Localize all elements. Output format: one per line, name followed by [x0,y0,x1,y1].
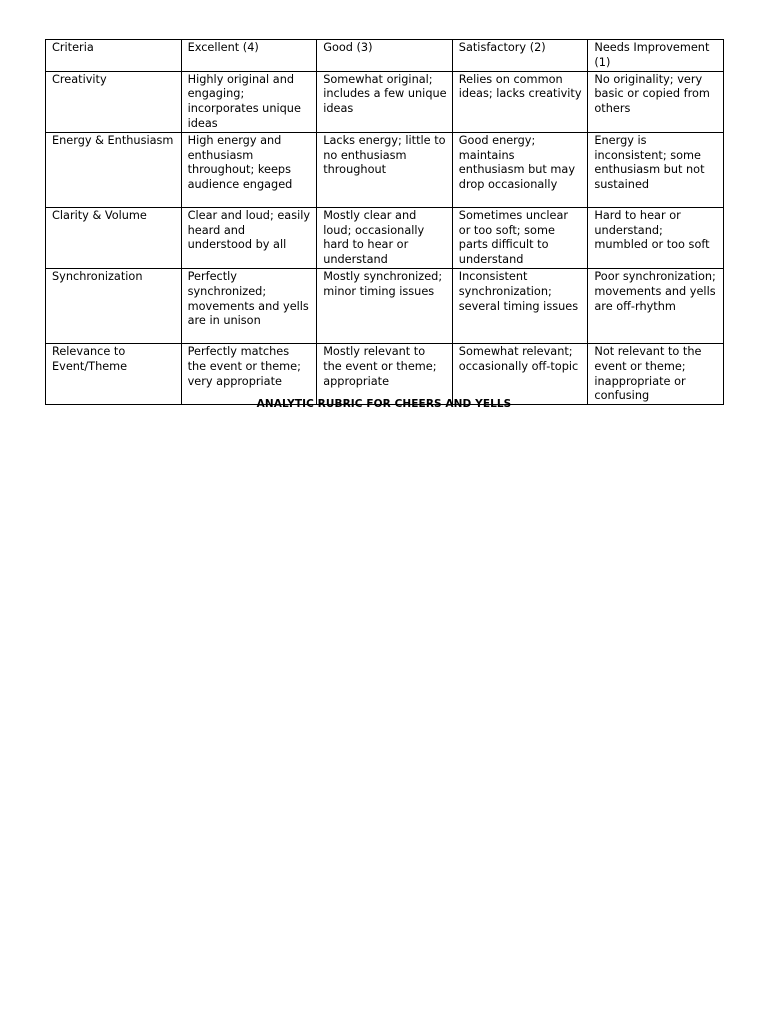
satisfactory-cell: Inconsistent synchronization; several timing issues [452,268,588,343]
header-good: Good (3) [317,40,453,72]
excellent-cell: Perfectly matches the event or theme; very appropriate [181,343,317,404]
needs-improvement-cell: Hard to hear or understand; mumbled or too soft [588,207,724,268]
header-satisfactory: Satisfactory (2) [452,40,588,72]
excellent-cell: Perfectly synchronized; movements and yells are in unison [181,268,317,343]
excellent-cell: Highly original and engaging; incorporates unique ideas [181,71,317,132]
table-caption: ANALYTIC RUBRIC FOR CHEERS AND YELLS [256,398,512,410]
needs-improvement-cell: Energy is inconsistent; some enthusiasm but not sustained [588,132,724,207]
needs-improvement-cell: No originality; very basic or copied from others [588,71,724,132]
excellent-cell: High energy and enthusiasm throughout; keeps audience engaged [181,132,317,207]
needs-improvement-cell: Not relevant to the event or theme; inappropriate or confusing [588,343,724,404]
rubric-table [45,39,724,405]
satisfactory-cell: Relies on common ideas; lacks creativity [452,71,588,132]
table-row [46,343,724,404]
good-cell: Somewhat original; includes a few unique ideas [317,71,453,132]
satisfactory-cell: Good energy; maintains enthusiasm but may drop occasionally [452,132,588,207]
header-needs-improvement: Needs Improvement (1) [588,40,724,72]
table-header-row [46,40,724,72]
criteria-cell: Relevance to Event/Theme [46,343,182,404]
good-cell: Mostly synchronized; minor timing issues [317,268,453,343]
excellent-cell: Clear and loud; easily heard and understood by all [181,207,317,268]
table-row [46,207,724,268]
good-cell: Mostly relevant to the event or theme; appropriate [317,343,453,404]
criteria-cell: Clarity & Volume [46,207,182,268]
needs-improvement-cell: Poor synchronization; movements and yells are off-rhythm [588,268,724,343]
table-row [46,71,724,132]
satisfactory-cell: Sometimes unclear or too soft; some parts difficult to understand [452,207,588,268]
good-cell: Lacks energy; little to no enthusiasm throughout [317,132,453,207]
criteria-cell: Synchronization [46,268,182,343]
header-excellent: Excellent (4) [181,40,317,72]
header-criteria: Criteria [46,40,182,72]
table-row [46,132,724,207]
table-row [46,268,724,343]
good-cell: Mostly clear and loud; occasionally hard to hear or understand [317,207,453,268]
criteria-cell: Creativity [46,71,182,132]
satisfactory-cell: Somewhat relevant; occasionally off-topic [452,343,588,404]
criteria-cell: Energy & Enthusiasm [46,132,182,207]
